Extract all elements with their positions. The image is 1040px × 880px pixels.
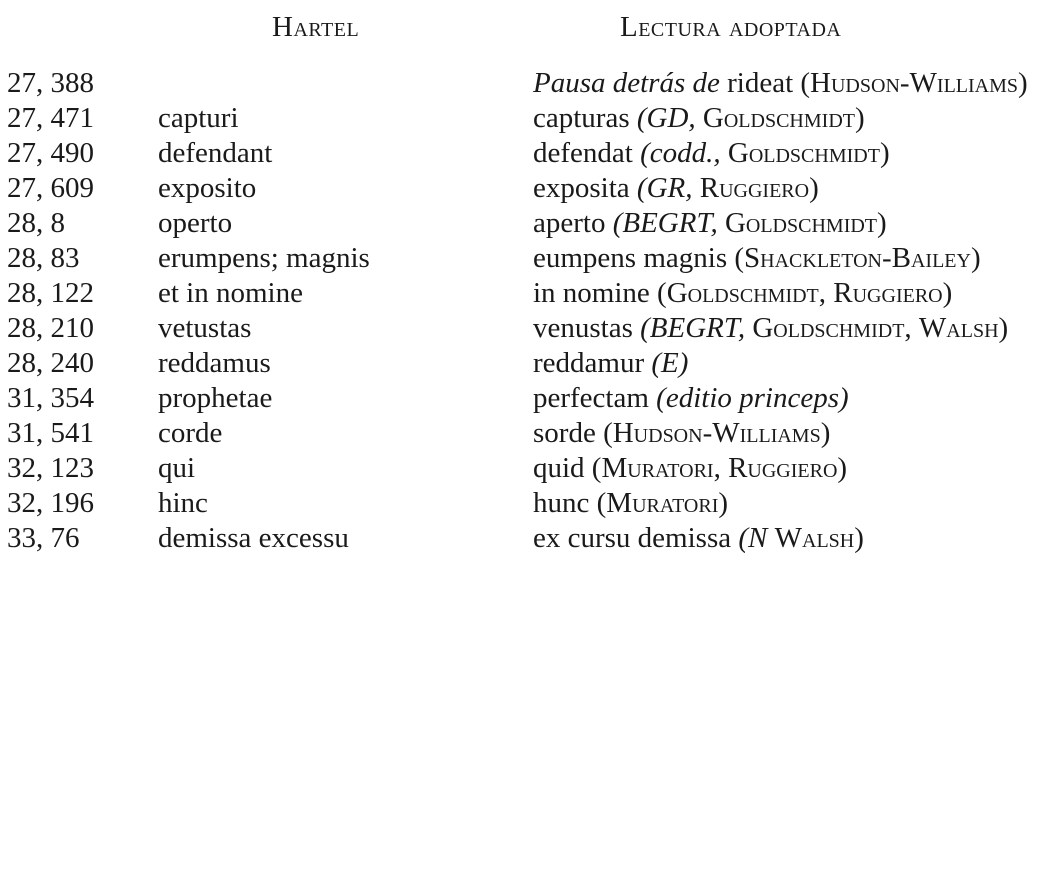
reading-text: ex cursu demissa (533, 522, 739, 554)
reading-text: sorde ( (533, 417, 613, 449)
reading-text (721, 137, 728, 169)
manuscript-siglum: (N (738, 522, 768, 554)
hartel-reading: defendant (158, 137, 273, 169)
manuscript-siglum: (BEGRT, (640, 312, 746, 344)
hartel-reading: reddamus (158, 347, 271, 379)
table-row (0, 241, 1040, 276)
table-row (0, 276, 1040, 311)
hartel-reading: corde (158, 417, 223, 449)
manuscript-siglum: (GD, (636, 102, 696, 134)
hartel-reading: vetustas (158, 312, 252, 344)
reading-text: ) (942, 277, 953, 309)
line-reference: 27, 471 (7, 102, 94, 134)
editor-name: Shackleton-Bailey (744, 242, 971, 274)
table-row (0, 171, 1040, 206)
reading-text: , (713, 452, 729, 484)
column-header-hartel: Hartel (272, 11, 360, 43)
table-row (0, 346, 1040, 381)
table-row (0, 66, 1040, 101)
line-reference: 27, 388 (7, 67, 94, 99)
table-row (0, 311, 1040, 346)
manuscript-siglum: (GR, (636, 172, 693, 204)
line-reference: 31, 541 (7, 417, 94, 449)
reading-text: , (904, 312, 919, 344)
hartel-reading: prophetae (158, 382, 273, 414)
line-reference: 27, 609 (7, 172, 94, 204)
reading-text: ) (1018, 67, 1028, 99)
adopted-reading (533, 171, 1033, 206)
adopted-reading (533, 101, 1033, 136)
hartel-reading: exposito (158, 172, 257, 204)
reading-text: perfectam (533, 382, 657, 414)
reading-text: quid ( (533, 452, 602, 484)
reading-text: in nomine ( (533, 277, 667, 309)
line-reference: 27, 490 (7, 137, 94, 169)
editor-name: Hudson-Williams (810, 67, 1019, 99)
reading-text: reddamur (533, 347, 652, 379)
reading-text (692, 172, 699, 204)
table-row (0, 101, 1040, 136)
reading-text: ) (879, 137, 890, 169)
adopted-reading (533, 241, 1033, 276)
reading-text: ) (718, 487, 729, 519)
line-reference: 32, 123 (7, 452, 94, 484)
column-header-lectura-adoptada: Lectura adoptada (620, 11, 842, 43)
line-reference: 28, 8 (7, 207, 65, 239)
reading-text: ) (970, 242, 981, 274)
hartel-reading: et in nomine (158, 277, 303, 309)
reading-text: eumpens magnis ( (533, 242, 745, 274)
table-header (0, 10, 1040, 50)
editor-name: Goldschmidt (702, 102, 855, 134)
editor-name: Goldschmidt (724, 207, 878, 239)
adopted-reading (533, 66, 1033, 101)
line-reference: 31, 354 (7, 382, 94, 414)
manuscript-siglum: Pausa detrás de (533, 67, 720, 99)
reading-text: capturas (533, 102, 637, 134)
table-row (0, 381, 1040, 416)
line-reference: 28, 122 (7, 277, 94, 309)
reading-text: venustas (533, 312, 641, 344)
adopted-reading (533, 416, 1033, 451)
reading-text (696, 102, 703, 134)
reading-text: ) (809, 172, 819, 204)
manuscript-siglum: (codd., (640, 137, 721, 169)
hartel-reading: erumpens; magnis (158, 242, 370, 274)
table-row (0, 521, 1040, 556)
hartel-reading: hinc (158, 487, 208, 519)
hartel-reading: qui (158, 452, 196, 484)
editor-name: Ruggiero (699, 172, 810, 204)
editor-name: Goldschmidt (752, 312, 905, 344)
reading-text: ) (877, 207, 887, 239)
adopted-reading (533, 311, 1033, 346)
editor-name: Goldschmidt (727, 137, 880, 169)
editor-name: Walsh (774, 522, 855, 554)
reading-text: , (818, 277, 834, 309)
reading-text: rideat ( (719, 67, 811, 99)
reading-text: aperto (533, 207, 613, 239)
line-reference: 32, 196 (7, 487, 94, 519)
manuscript-siglum: (E) (651, 347, 689, 379)
manuscript-siglum: (BEGRT, (612, 207, 718, 239)
reading-text: defendat (533, 137, 641, 169)
manuscript-siglum: (editio princeps) (656, 382, 849, 414)
table-row (0, 451, 1040, 486)
adopted-reading (533, 521, 1033, 556)
readings-table (0, 66, 1040, 556)
table-row (0, 136, 1040, 171)
editor-name: Muratori (601, 452, 714, 484)
reading-text: exposita (533, 172, 637, 204)
adopted-reading (533, 451, 1033, 486)
reading-text: ) (820, 417, 831, 449)
reading-text: hunc ( (533, 487, 607, 519)
reading-text: ) (837, 452, 848, 484)
editor-name: Hudson-Williams (612, 417, 821, 449)
adopted-reading (533, 276, 1033, 311)
reading-text: ) (854, 102, 865, 134)
table-row (0, 206, 1040, 241)
reading-text: ) (998, 312, 1009, 344)
table-row (0, 416, 1040, 451)
adopted-reading (533, 136, 1033, 171)
editor-name: Goldschmidt (666, 277, 819, 309)
editor-name: Ruggiero (728, 452, 838, 484)
hartel-reading: demissa excessu (158, 522, 349, 554)
line-reference: 28, 240 (7, 347, 94, 379)
reading-text (767, 522, 774, 554)
line-reference: 28, 83 (7, 242, 80, 274)
editor-name: Walsh (918, 312, 999, 344)
adopted-reading (533, 346, 1033, 381)
adopted-reading (533, 206, 1033, 241)
table-row (0, 486, 1040, 521)
hartel-reading: operto (158, 207, 233, 239)
reading-text (718, 207, 725, 239)
reading-text: ) (854, 522, 864, 554)
line-reference: 33, 76 (7, 522, 80, 554)
hartel-reading: capturi (158, 102, 239, 134)
editor-name: Muratori (606, 487, 719, 519)
adopted-reading (533, 381, 1033, 416)
editor-name: Ruggiero (833, 277, 943, 309)
adopted-reading (533, 486, 1033, 521)
line-reference: 28, 210 (7, 312, 94, 344)
